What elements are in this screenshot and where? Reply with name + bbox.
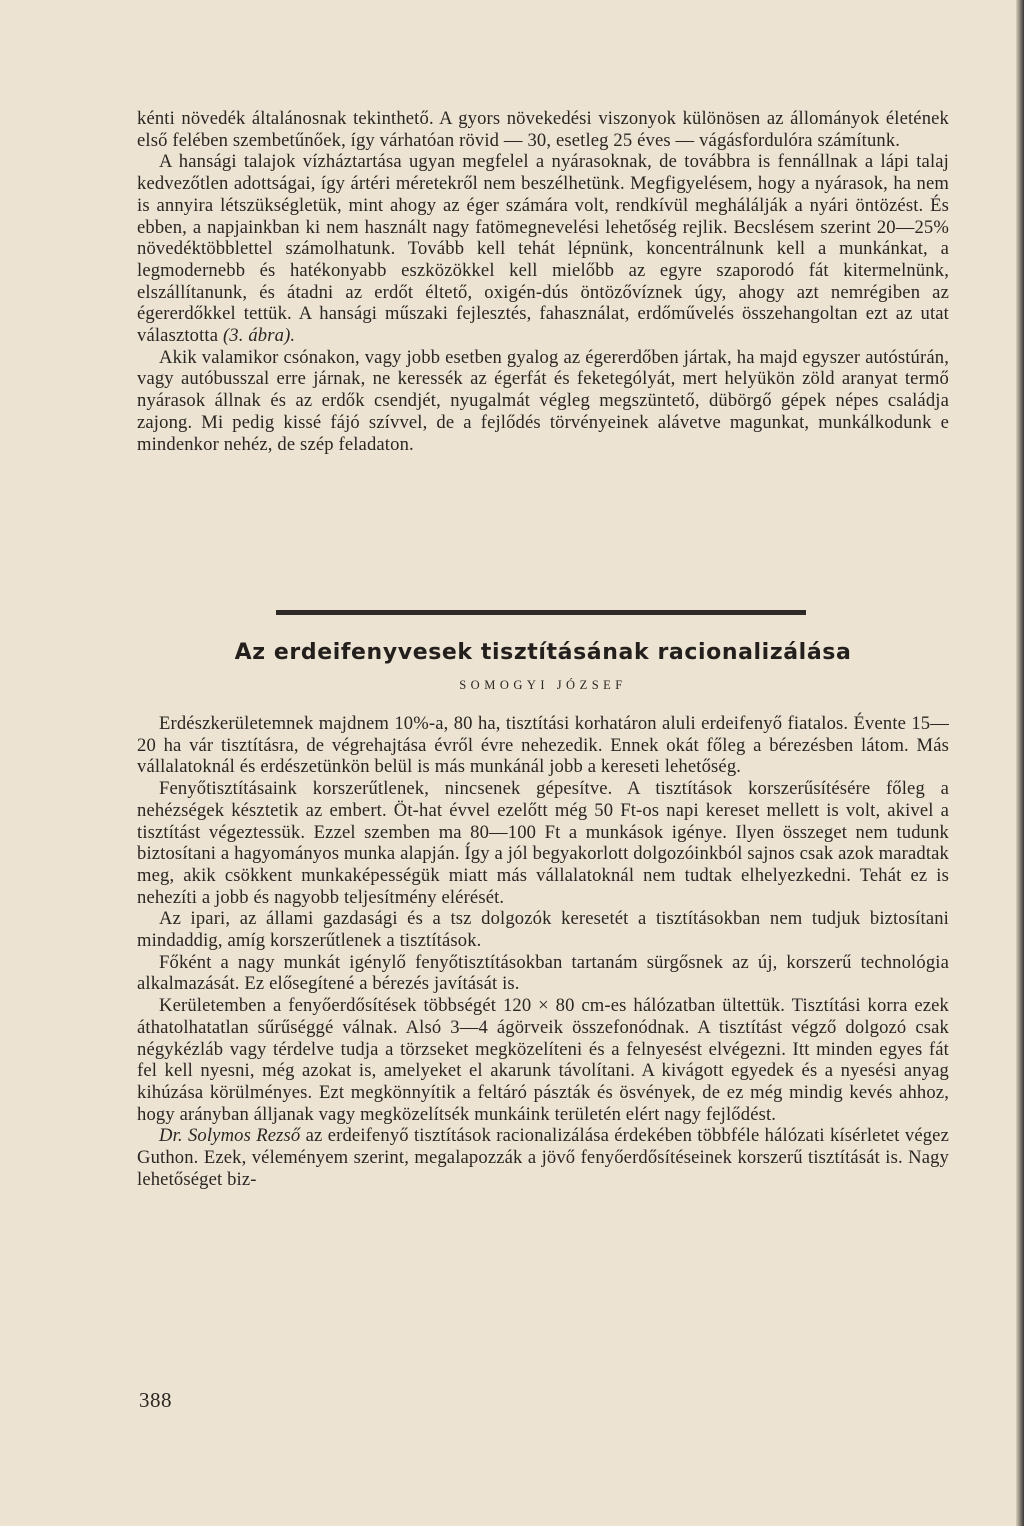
article-title: Az erdeifenyvesek tisztításának racionalizálása — [234, 640, 852, 665]
paragraph-text: az erdeifenyő tisztítások racionalizálása érdekében többféle hálózati kísérletet végez Guthon. Ezek, véleményem szerint, megalapozzák a jövő fenyőerdősítéseinek korszerű tisztítását is. Nagy lehetőséget biz- — [137, 1125, 949, 1190]
paragraph — [137, 1125, 949, 1190]
paragraph: kénti növedék általánosnak tekinthető. A gyors növekedési viszonyok különösen az állományok életének első felében szembetűnőek, így várhatóan rövid — 30, esetleg 25 éves — vágásfordulóra számítunk. — [137, 108, 949, 151]
paragraph: Akik valamikor csónakon, vagy jobb esetben gyalog az égererdőben jártak, ha majd egyszer autóstúrán, vagy autóbusszal erre járnak, ne keressék az égerfát és feketególyát, mert helyükön zöld aranyat termő nyárasok állnak és az erdők csendjét, nyugalmát végleg megszüntető, dübörgő gépek népes családja zajong. Mi pedig kissé fájó szívvel, de a fejlődés törvényeinek alávetve magunkat, munkálkodunk e mindenkor nehéz, de szép feladaton. — [137, 346, 949, 455]
article-body — [137, 713, 949, 1190]
page-number: 388 — [139, 1388, 172, 1412]
author-byline: SOMOGYI JÓZSEF — [459, 678, 627, 692]
paragraph: Kerületemben a fenyőerdősítések többségét 120 × 80 cm-es hálózatban ültettük. Tisztítási korra ezek áthatolhatatlan sűrűséggé válnak. Alsó 3—4 ágörveik összefonódnak. A tisztítást végző dolgozó csak négykézláb vagy térdelve tudja a törzseket megközelíteni és a felnyesést elvégezni. Itt minden egyes fát fel kell nyesni, még azokat is, amelyeket el akarunk távolítani. A kivágott egyedek és a nyesési anyag kihúzása körülményes. Ezt megkönnyítik a feltáró pászták és ösvények, de ez még mindig kevés ahhoz, hogy arányban álljanak vagy megközelítsék munkáink területén elért nagy fejlődést. — [137, 995, 949, 1125]
figure-reference: (3. ábra). — [222, 325, 296, 347]
paragraph — [137, 151, 949, 346]
paragraph: Erdészkerületemnek majdnem 10%-a, 80 ha, tisztítási korhatáron aluli erdeifenyő fiatalos. Évente 15—20 ha vár tisztításra, de végrehajtása évről évre nehezedik. Ennek okát főleg a bérezésben látom. Más vállalatoknál és erdészetünkön belül is más munkánál jobb a kereseti lehetőség. — [137, 713, 949, 778]
paragraph: Fenyőtisztításaink korszerűtlenek, nincsenek gépesítve. A tisztítások korszerűsítésére főleg a nehézségek késztetik az embert. Öt-hat évvel ezelőtt még 50 Ft-os napi kereset mellett is volt, akivel a tisztítást végeztessük. Ezzel szemben ma 80—100 Ft a munkások igénye. Ilyen összeget nem tudunk biztosítani a hagyományos munka alapján. Így a jól begyakorlott dolgozóinkból sajnos csak azok maradtak meg, akik csökkent munkaképességük miatt más vállalatoknál nem tudtak elhelyezkedni. Tehát ez is nehezíti a jobb és nagyobb teljesítmény elérését. — [137, 778, 949, 908]
paragraph-text: A hansági talajok vízháztartása ugyan megfelel a nyárasoknak, de továbbra is fennállnak a lápi talaj kedvezőtlen adottságai, így ártéri méretekről nem beszélhetünk. Megfigyelésem, hogy a nyárasok, ha nem is annyira létszükségletük, mint ahogy az éger számára volt, rendkívül meghálálják a nyári öntözést. És ebben, a napjainkban ki nem használt nagy fatömegnevelési lehetőség rejlik. Becslésem szerint 20—25% növedéktöbblettel számolhatunk. Tovább kell tehát lépnünk, koncentrálnunk kell a munkánkat, a legmodernebb és hatékonyabb eszközökkel kell mielőbb az egyre szaporodó fát kitermelnünk, elszállítanunk, és átadni az erdőt éltető, oxigén-dús öntözővíznek úgy, ahogy azt nemrégiben az égererdőkkel tettük. A hansági műszaki fejlesztés, fahasználat, erdőművelés összehangoltan ezt az utat választotta — [137, 151, 949, 347]
paragraph: Főként a nagy munkát igénylő fenyőtisztításokban tartanám sürgősnek az új, korszerű technológia alkalmazását. Ez elősegítené a bérezés javítását is. — [137, 951, 949, 995]
page-edge — [1016, 0, 1024, 1526]
section-divider — [276, 610, 806, 615]
continued-text — [137, 108, 949, 455]
paragraph: Az ipari, az állami gazdasági és a tsz dolgozók keresetét a tisztításokban nem tudjuk biztosítani mindaddig, amíg korszerűtlenek a tisztítások. — [137, 908, 949, 952]
person-name: Dr. Solymos Rezső — [159, 1125, 301, 1147]
